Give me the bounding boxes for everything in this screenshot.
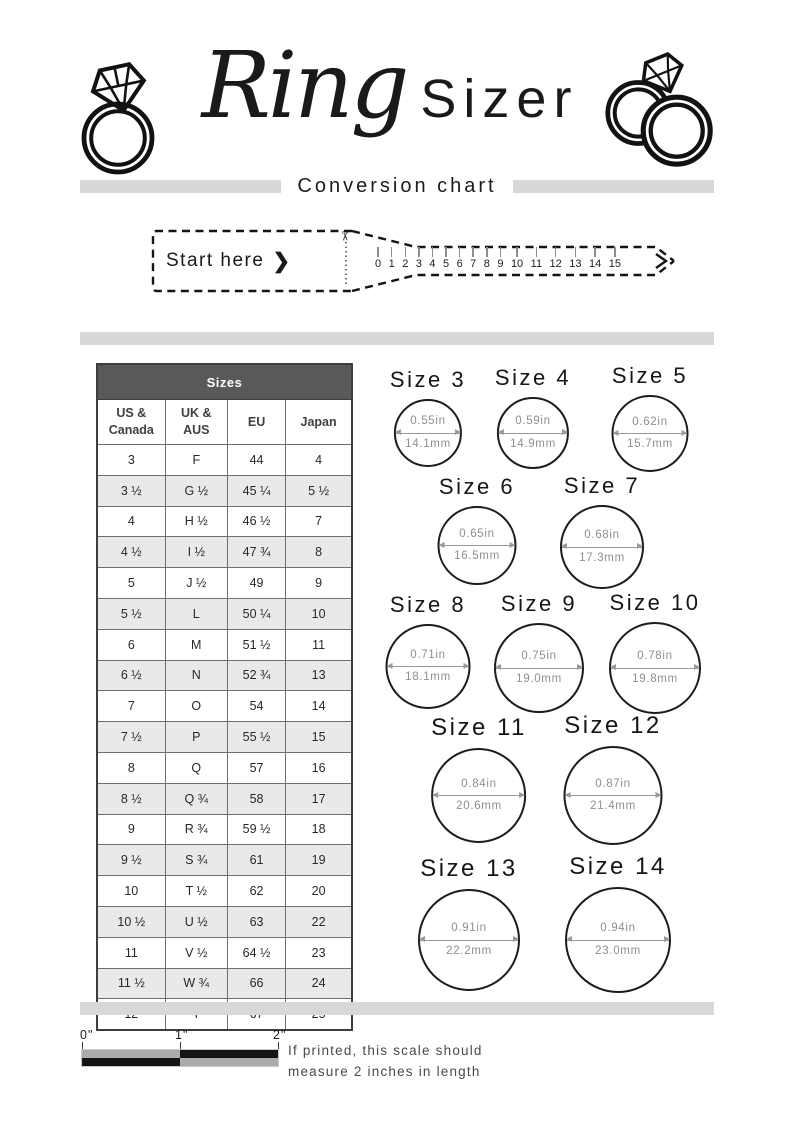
- tick-number: 15: [608, 258, 621, 270]
- size-circle: [497, 397, 569, 469]
- section-divider-bottom: [80, 1002, 714, 1015]
- cell-us-canada: 7 ½: [97, 722, 165, 753]
- table-row: [97, 537, 352, 568]
- ruler-label-1in: 1": [175, 1028, 189, 1042]
- cell-eu: 64 ½: [227, 937, 285, 968]
- cell-eu: 66: [227, 968, 285, 999]
- table-row: [97, 629, 352, 660]
- subtitle-bar-right: [513, 180, 714, 193]
- cell-us-canada: 10 ½: [97, 906, 165, 937]
- tick-mark: [516, 247, 518, 257]
- size-label: Size 13: [420, 855, 518, 882]
- column-header-us-canada: US & Canada: [97, 400, 165, 445]
- size-10-circle-group: [609, 591, 701, 714]
- cell-eu: 62: [227, 876, 285, 907]
- tick-number: 11: [530, 258, 543, 270]
- size-12-circle-group: [564, 713, 663, 845]
- cell-us-canada: 11: [97, 937, 165, 968]
- sizer-tick: [470, 247, 476, 270]
- print-scale-note: [288, 1040, 483, 1082]
- diameter-arrow: [496, 668, 582, 669]
- ruler-bar: [82, 1050, 278, 1066]
- size-label: Size 9: [500, 591, 578, 616]
- ruler-tick: [278, 1042, 279, 1050]
- cell-us-canada: 10: [97, 876, 165, 907]
- ruler-tick: [82, 1042, 83, 1050]
- size-label: Size 11: [431, 714, 527, 741]
- cell-japan: 24: [286, 968, 352, 999]
- size-label: Size 10: [609, 590, 701, 615]
- diameter-arrow: [388, 666, 469, 667]
- diameter-mm: 19.0mm: [516, 672, 562, 685]
- ruler-label-2in: 2": [273, 1028, 287, 1042]
- diameter-inches: 0.87in: [595, 777, 631, 790]
- diameter-mm: 20.6mm: [456, 800, 502, 813]
- cell-uk-aus: V ½: [165, 937, 227, 968]
- size-label: Size 8: [389, 592, 467, 617]
- size-circle: [560, 505, 644, 589]
- sizer-tick: [389, 247, 395, 270]
- size-7-circle-group: [560, 474, 644, 589]
- cell-japan: 4: [286, 445, 352, 476]
- ruler-label-0in: 0": [80, 1028, 94, 1042]
- cell-japan: 14: [286, 691, 352, 722]
- size-5-circle-group: [612, 364, 689, 472]
- cell-japan: 15: [286, 722, 352, 753]
- start-here-text: Start here: [166, 250, 265, 271]
- table-row: [97, 445, 352, 476]
- cell-japan: 7: [286, 506, 352, 537]
- ruler-tick: [180, 1042, 181, 1050]
- size-circle: [565, 887, 671, 993]
- table-row: [97, 598, 352, 629]
- sizer-tick: [511, 247, 523, 270]
- cell-uk-aus: J ½: [165, 568, 227, 599]
- tick-mark: [486, 247, 488, 257]
- diameter-arrow: [396, 433, 460, 434]
- table-row: [97, 968, 352, 999]
- note-line-2: measure 2 inches in length: [288, 1064, 481, 1079]
- cell-us-canada: 5 ½: [97, 598, 165, 629]
- cell-eu: 49: [227, 568, 285, 599]
- cell-us-canada: 8 ½: [97, 783, 165, 814]
- tick-number: 13: [569, 258, 582, 270]
- cell-eu: 54: [227, 691, 285, 722]
- cell-japan: 18: [286, 814, 352, 845]
- tick-number: 0: [375, 258, 382, 270]
- cell-uk-aus: P: [165, 722, 227, 753]
- ruler-segment: [82, 1050, 180, 1058]
- tick-mark: [405, 247, 407, 257]
- size-label: Size 14: [569, 853, 667, 880]
- size-11-circle-group: [431, 715, 527, 843]
- tick-mark: [500, 247, 502, 257]
- table-row: [97, 845, 352, 876]
- scissors-icon: ✂: [337, 230, 353, 242]
- diameter-mm: 18.1mm: [405, 671, 451, 684]
- cell-us-canada: 6 ½: [97, 660, 165, 691]
- tick-number: 12: [549, 258, 562, 270]
- size-label: Size 7: [563, 473, 641, 498]
- table-row: [97, 722, 352, 753]
- cell-us-canada: 9: [97, 814, 165, 845]
- cell-us-canada: 3: [97, 445, 165, 476]
- cell-japan: 17: [286, 783, 352, 814]
- size-9-circle-group: [494, 592, 584, 713]
- cell-uk-aus: M: [165, 629, 227, 660]
- size-label: Size 3: [389, 367, 467, 392]
- cell-japan: 19: [286, 845, 352, 876]
- size-conversion-table: [96, 363, 353, 1031]
- column-header-japan: Japan: [286, 400, 352, 445]
- subtitle-bar-left: [80, 180, 281, 193]
- cell-japan: 9: [286, 568, 352, 599]
- cell-uk-aus: T ½: [165, 876, 227, 907]
- tick-mark: [459, 247, 461, 257]
- cell-us-canada: 7: [97, 691, 165, 722]
- table-row: [97, 691, 352, 722]
- cell-eu: 55 ½: [227, 722, 285, 753]
- cell-us-canada: 3 ½: [97, 475, 165, 506]
- table-row: [97, 876, 352, 907]
- diameter-mm: 21.4mm: [590, 800, 636, 813]
- cell-uk-aus: Q: [165, 752, 227, 783]
- ring-sizer-strip: [150, 226, 678, 296]
- cell-eu: 52 ¾: [227, 660, 285, 691]
- tick-mark: [445, 247, 447, 257]
- diameter-arrow: [567, 940, 669, 941]
- diameter-arrow: [562, 547, 642, 548]
- diameter-inches: 0.55in: [410, 415, 446, 428]
- tick-number: 14: [588, 258, 602, 270]
- sizer-tick: [416, 247, 422, 270]
- size-14-circle-group: [565, 854, 671, 993]
- diameter-mm: 15.7mm: [627, 438, 673, 451]
- size-13-circle-group: [418, 856, 520, 991]
- cell-eu: 47 ¾: [227, 537, 285, 568]
- title-sans-word: Sizer: [420, 69, 579, 129]
- diameter-mm: 19.8mm: [632, 672, 678, 685]
- cell-us-canada: 4 ½: [97, 537, 165, 568]
- tick-number: 9: [497, 258, 504, 270]
- diameter-inches: 0.78in: [637, 650, 673, 663]
- cell-eu: 59 ½: [227, 814, 285, 845]
- sizer-tick: [429, 247, 435, 270]
- diameter-arrow: [434, 795, 525, 796]
- diameter-mm: 14.9mm: [510, 437, 556, 450]
- size-label: Size 4: [494, 365, 572, 390]
- interlocked-rings-icon: [596, 48, 722, 174]
- diameter-inches: 0.65in: [459, 527, 495, 540]
- cell-uk-aus: H ½: [165, 506, 227, 537]
- cell-uk-aus: O: [165, 691, 227, 722]
- diameter-inches: 0.59in: [515, 415, 551, 428]
- table-row: [97, 814, 352, 845]
- cell-japan: 8: [286, 537, 352, 568]
- tick-number: 8: [483, 258, 490, 270]
- page-title: [170, 26, 610, 146]
- table-row: [97, 475, 352, 506]
- tick-mark: [418, 247, 420, 257]
- sizer-tick: [589, 247, 601, 270]
- sizer-tick: [375, 247, 381, 270]
- cell-uk-aus: R ¾: [165, 814, 227, 845]
- table-row: [97, 506, 352, 537]
- tick-mark: [377, 247, 379, 257]
- cell-japan: 20: [286, 876, 352, 907]
- size-label: Size 6: [438, 474, 516, 499]
- size-circle: [564, 746, 663, 845]
- cell-japan: 23: [286, 937, 352, 968]
- tick-number: 5: [442, 258, 450, 270]
- sizer-tick: [569, 247, 581, 270]
- sizer-tick: [531, 247, 542, 270]
- sizer-tick: [457, 247, 463, 270]
- cell-japan: 11: [286, 629, 352, 660]
- size-circle: [438, 506, 517, 585]
- table-row: [97, 906, 352, 937]
- cell-uk-aus: U ½: [165, 906, 227, 937]
- size-label: Size 12: [564, 712, 662, 739]
- diameter-mm: 16.5mm: [454, 550, 500, 563]
- sizer-tick: [609, 247, 621, 270]
- cell-us-canada: 5: [97, 568, 165, 599]
- sizer-tick: [402, 247, 408, 270]
- note-line-1: If printed, this scale should: [288, 1043, 483, 1058]
- size-8-circle-group: [386, 593, 471, 709]
- cell-uk-aus: S ¾: [165, 845, 227, 876]
- cell-eu: 50 ¼: [227, 598, 285, 629]
- tick-number: 2: [402, 258, 409, 270]
- diameter-mm: 17.3mm: [579, 551, 625, 564]
- tick-number: 10: [510, 258, 524, 270]
- cell-us-canada: 6: [97, 629, 165, 660]
- title-script-word: Ring: [201, 32, 407, 139]
- cell-japan: 10: [286, 598, 352, 629]
- size-circle: [612, 395, 689, 472]
- diameter-mm: 23.0mm: [595, 944, 641, 957]
- tick-number: 3: [415, 258, 422, 270]
- tick-mark: [575, 247, 577, 257]
- cell-uk-aus: L: [165, 598, 227, 629]
- size-4-circle-group: [495, 366, 571, 469]
- sizer-tick: [443, 247, 449, 270]
- cell-japan: 22: [286, 906, 352, 937]
- size-circle: [394, 399, 462, 467]
- cell-eu: 57: [227, 752, 285, 783]
- cell-us-canada: 4: [97, 506, 165, 537]
- cell-us-canada: 8: [97, 752, 165, 783]
- tick-number: 7: [470, 258, 477, 270]
- table-row: [97, 937, 352, 968]
- cell-eu: 45 ¼: [227, 475, 285, 506]
- diameter-arrow: [614, 433, 687, 434]
- cell-eu: 46 ½: [227, 506, 285, 537]
- ruler-segment: [180, 1058, 278, 1066]
- section-divider-top: [80, 332, 714, 345]
- cell-eu: 61: [227, 845, 285, 876]
- tick-mark: [614, 247, 616, 257]
- cell-uk-aus: F: [165, 445, 227, 476]
- sizer-tick: [484, 247, 490, 270]
- diameter-arrow: [440, 545, 515, 546]
- diameter-mm: 22.2mm: [446, 944, 492, 957]
- cell-eu: 58: [227, 783, 285, 814]
- size-6-circle-group: [438, 475, 517, 585]
- tick-mark: [472, 247, 474, 257]
- sizer-tick: [497, 247, 503, 270]
- cell-uk-aus: N: [165, 660, 227, 691]
- chevron-right-icon: ❯: [272, 249, 292, 273]
- cell-japan: 5 ½: [286, 475, 352, 506]
- column-header-eu: EU: [227, 400, 285, 445]
- cell-japan: 16: [286, 752, 352, 783]
- cell-eu: 63: [227, 906, 285, 937]
- table-row: [97, 783, 352, 814]
- table-row: [97, 752, 352, 783]
- tick-mark: [536, 247, 538, 257]
- size-circle: [418, 889, 520, 991]
- cell-uk-aus: I ½: [165, 537, 227, 568]
- cell-us-canada: 11 ½: [97, 968, 165, 999]
- diameter-arrow: [566, 795, 661, 796]
- diameter-mm: 14.1mm: [405, 437, 451, 450]
- size-circle: [386, 624, 471, 709]
- cell-uk-aus: Q ¾: [165, 783, 227, 814]
- diameter-inches: 0.71in: [410, 648, 446, 661]
- diameter-inches: 0.62in: [632, 415, 668, 428]
- size-circle: [432, 748, 527, 843]
- column-header-uk-aus: UK & AUS: [165, 400, 227, 445]
- size-circle: [609, 622, 701, 714]
- tick-mark: [432, 247, 434, 257]
- cell-us-canada: 9 ½: [97, 845, 165, 876]
- sizer-tick-scale: [375, 247, 621, 270]
- tick-number: 1: [388, 258, 395, 270]
- cell-japan: 13: [286, 660, 352, 691]
- table-title: Sizes: [97, 364, 352, 400]
- size-3-circle-group: [390, 368, 466, 467]
- diameter-arrow: [611, 668, 699, 669]
- cell-eu: 44: [227, 445, 285, 476]
- tick-mark: [391, 247, 393, 257]
- tick-mark: [555, 247, 557, 257]
- tick-mark: [594, 247, 596, 257]
- tick-number: 4: [429, 258, 436, 270]
- diamond-ring-icon: [62, 58, 174, 178]
- table-row: [97, 568, 352, 599]
- diameter-arrow: [499, 433, 567, 434]
- cell-uk-aus: G ½: [165, 475, 227, 506]
- diameter-inches: 0.91in: [451, 922, 487, 935]
- subtitle-text: Conversion chart: [297, 174, 497, 197]
- tick-number: 6: [456, 258, 463, 270]
- size-circle: [494, 623, 584, 713]
- cell-uk-aus: W ¾: [165, 968, 227, 999]
- ruler-segment: [82, 1058, 180, 1066]
- size-label: Size 5: [611, 363, 689, 388]
- diameter-inches: 0.94in: [600, 922, 636, 935]
- subtitle-row: [80, 176, 714, 196]
- start-here-label: [166, 226, 292, 296]
- print-scale-ruler: [80, 1028, 290, 1072]
- table-row: [97, 660, 352, 691]
- diameter-inches: 0.84in: [461, 777, 497, 790]
- sizer-tick: [550, 247, 562, 270]
- cell-eu: 51 ½: [227, 629, 285, 660]
- diameter-inches: 0.75in: [521, 650, 557, 663]
- diameter-arrow: [420, 940, 518, 941]
- diameter-inches: 0.68in: [584, 529, 620, 542]
- ruler-segment: [180, 1050, 278, 1058]
